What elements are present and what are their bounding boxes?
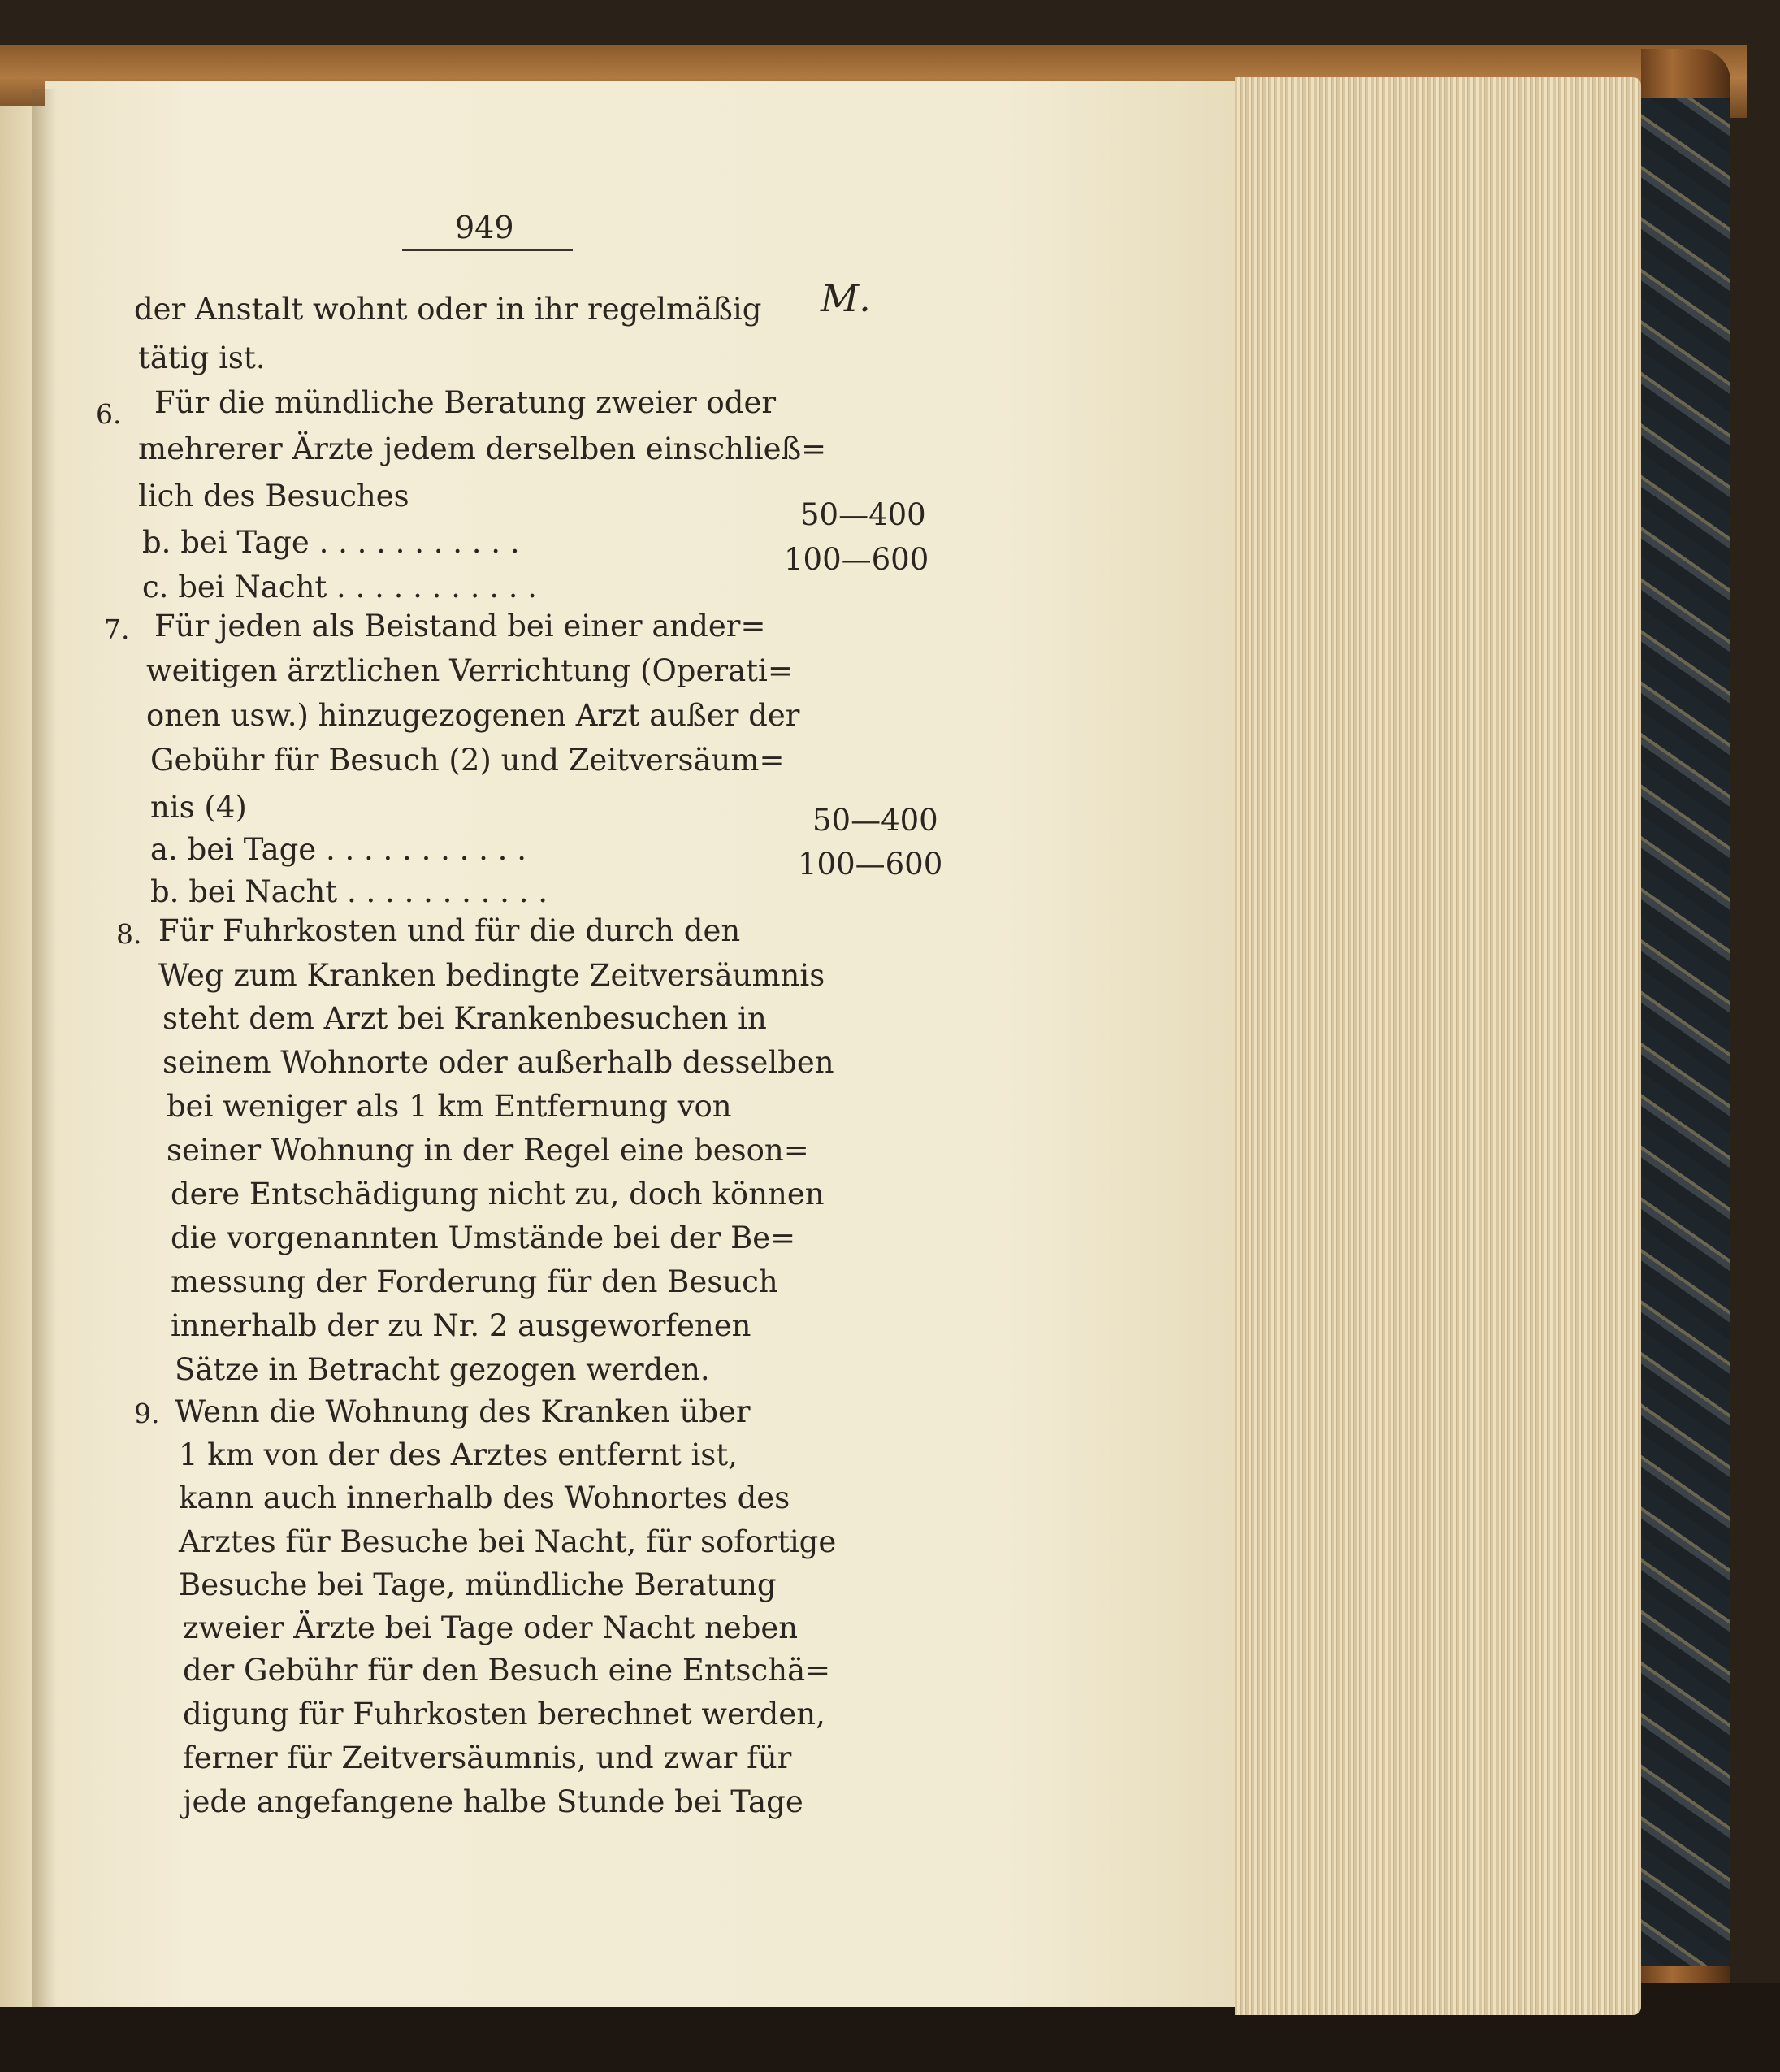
text-line: dere Entschädigung nicht zu, doch können <box>171 1177 825 1212</box>
text-line: digung für Fuhrkosten berechnet werden, <box>183 1697 825 1732</box>
text-line: weitigen ärztlichen Verrichtung (Operati= <box>146 653 793 688</box>
item-number-6: 6. <box>96 398 122 430</box>
header-rule <box>402 249 573 251</box>
text-line: die vorgenannten Umstände bei der Be= <box>171 1220 796 1255</box>
text-line: Arztes für Besuche bei Nacht, für sofortige <box>179 1524 837 1559</box>
text-line: c. bei Nacht . . . . . . . . . . . <box>142 570 538 605</box>
text-line: der Gebühr für den Besuch eine Entschä= <box>183 1653 831 1688</box>
text-line: Weg zum Kranken bedingte Zeitversäumnis <box>158 958 825 993</box>
text-line: jede angefangene halbe Stunde bei Tage <box>183 1784 803 1819</box>
text-line: lich des Besuches <box>138 479 409 514</box>
fee-amount-7b: 100—600 <box>798 847 943 882</box>
text-line: messung der Forderung für den Besuch <box>171 1264 778 1299</box>
text-line: Für jeden als Beistand bei einer ander= <box>154 609 766 644</box>
text-line: kann auch innerhalb des Wohnortes des <box>179 1480 790 1515</box>
fee-amount-6c: 100—600 <box>784 542 929 577</box>
text-line: Besuche bei Tage, mündliche Beratung <box>179 1567 777 1602</box>
text-line: nis (4) <box>150 790 247 825</box>
text-line: b. bei Nacht . . . . . . . . . . . <box>150 874 548 909</box>
text-line: seiner Wohnung in der Regel eine beson= <box>167 1133 809 1168</box>
text-line: Gebühr für Besuch (2) und Zeitversäum= <box>150 743 785 778</box>
text-line: Für Fuhrkosten und für die durch den <box>158 913 741 948</box>
text-line: Sätze in Betracht gezogen werden. <box>175 1352 710 1387</box>
text-line: mehrerer Ärzte jedem derselben einschließ= <box>138 431 827 466</box>
page-gutter <box>32 89 57 2007</box>
item-number-9: 9. <box>134 1398 160 1429</box>
text-line: a. bei Tage . . . . . . . . . . . <box>150 832 526 867</box>
page-number: 949 <box>455 210 514 245</box>
text-line: seinem Wohnorte oder außerhalb desselben <box>162 1045 834 1080</box>
text-line: Für die mündliche Beratung zweier oder <box>154 385 777 420</box>
item-number-8: 8. <box>116 918 142 950</box>
text-line: tätig ist. <box>138 340 266 375</box>
text-line: zweier Ärzte bei Tage oder Nacht neben <box>183 1610 799 1645</box>
text-line: ferner für Zeitversäumnis, und zwar für <box>183 1740 792 1775</box>
text-line: steht dem Arzt bei Krankenbesuchen in <box>162 1001 767 1036</box>
text-line: 1 km von der des Arztes entfernt ist, <box>179 1437 738 1472</box>
text-line: bei weniger als 1 km Entfernung von <box>167 1089 732 1124</box>
currency-mark: M. <box>821 276 871 320</box>
fee-amount-7a: 50—400 <box>812 803 938 838</box>
text-line: der Anstalt wohnt oder in ihr regelmäßig <box>134 292 762 327</box>
page-block-edges <box>1235 77 1641 2015</box>
text-line: onen usw.) hinzugezogenen Arzt außer der <box>146 698 800 733</box>
fee-amount-6b: 50—400 <box>800 497 926 532</box>
text-line: innerhalb der zu Nr. 2 ausgeworfenen <box>171 1308 751 1343</box>
item-number-7: 7. <box>104 613 130 645</box>
text-line: b. bei Tage . . . . . . . . . . . <box>142 525 520 560</box>
text-line: Wenn die Wohnung des Kranken über <box>175 1394 751 1429</box>
